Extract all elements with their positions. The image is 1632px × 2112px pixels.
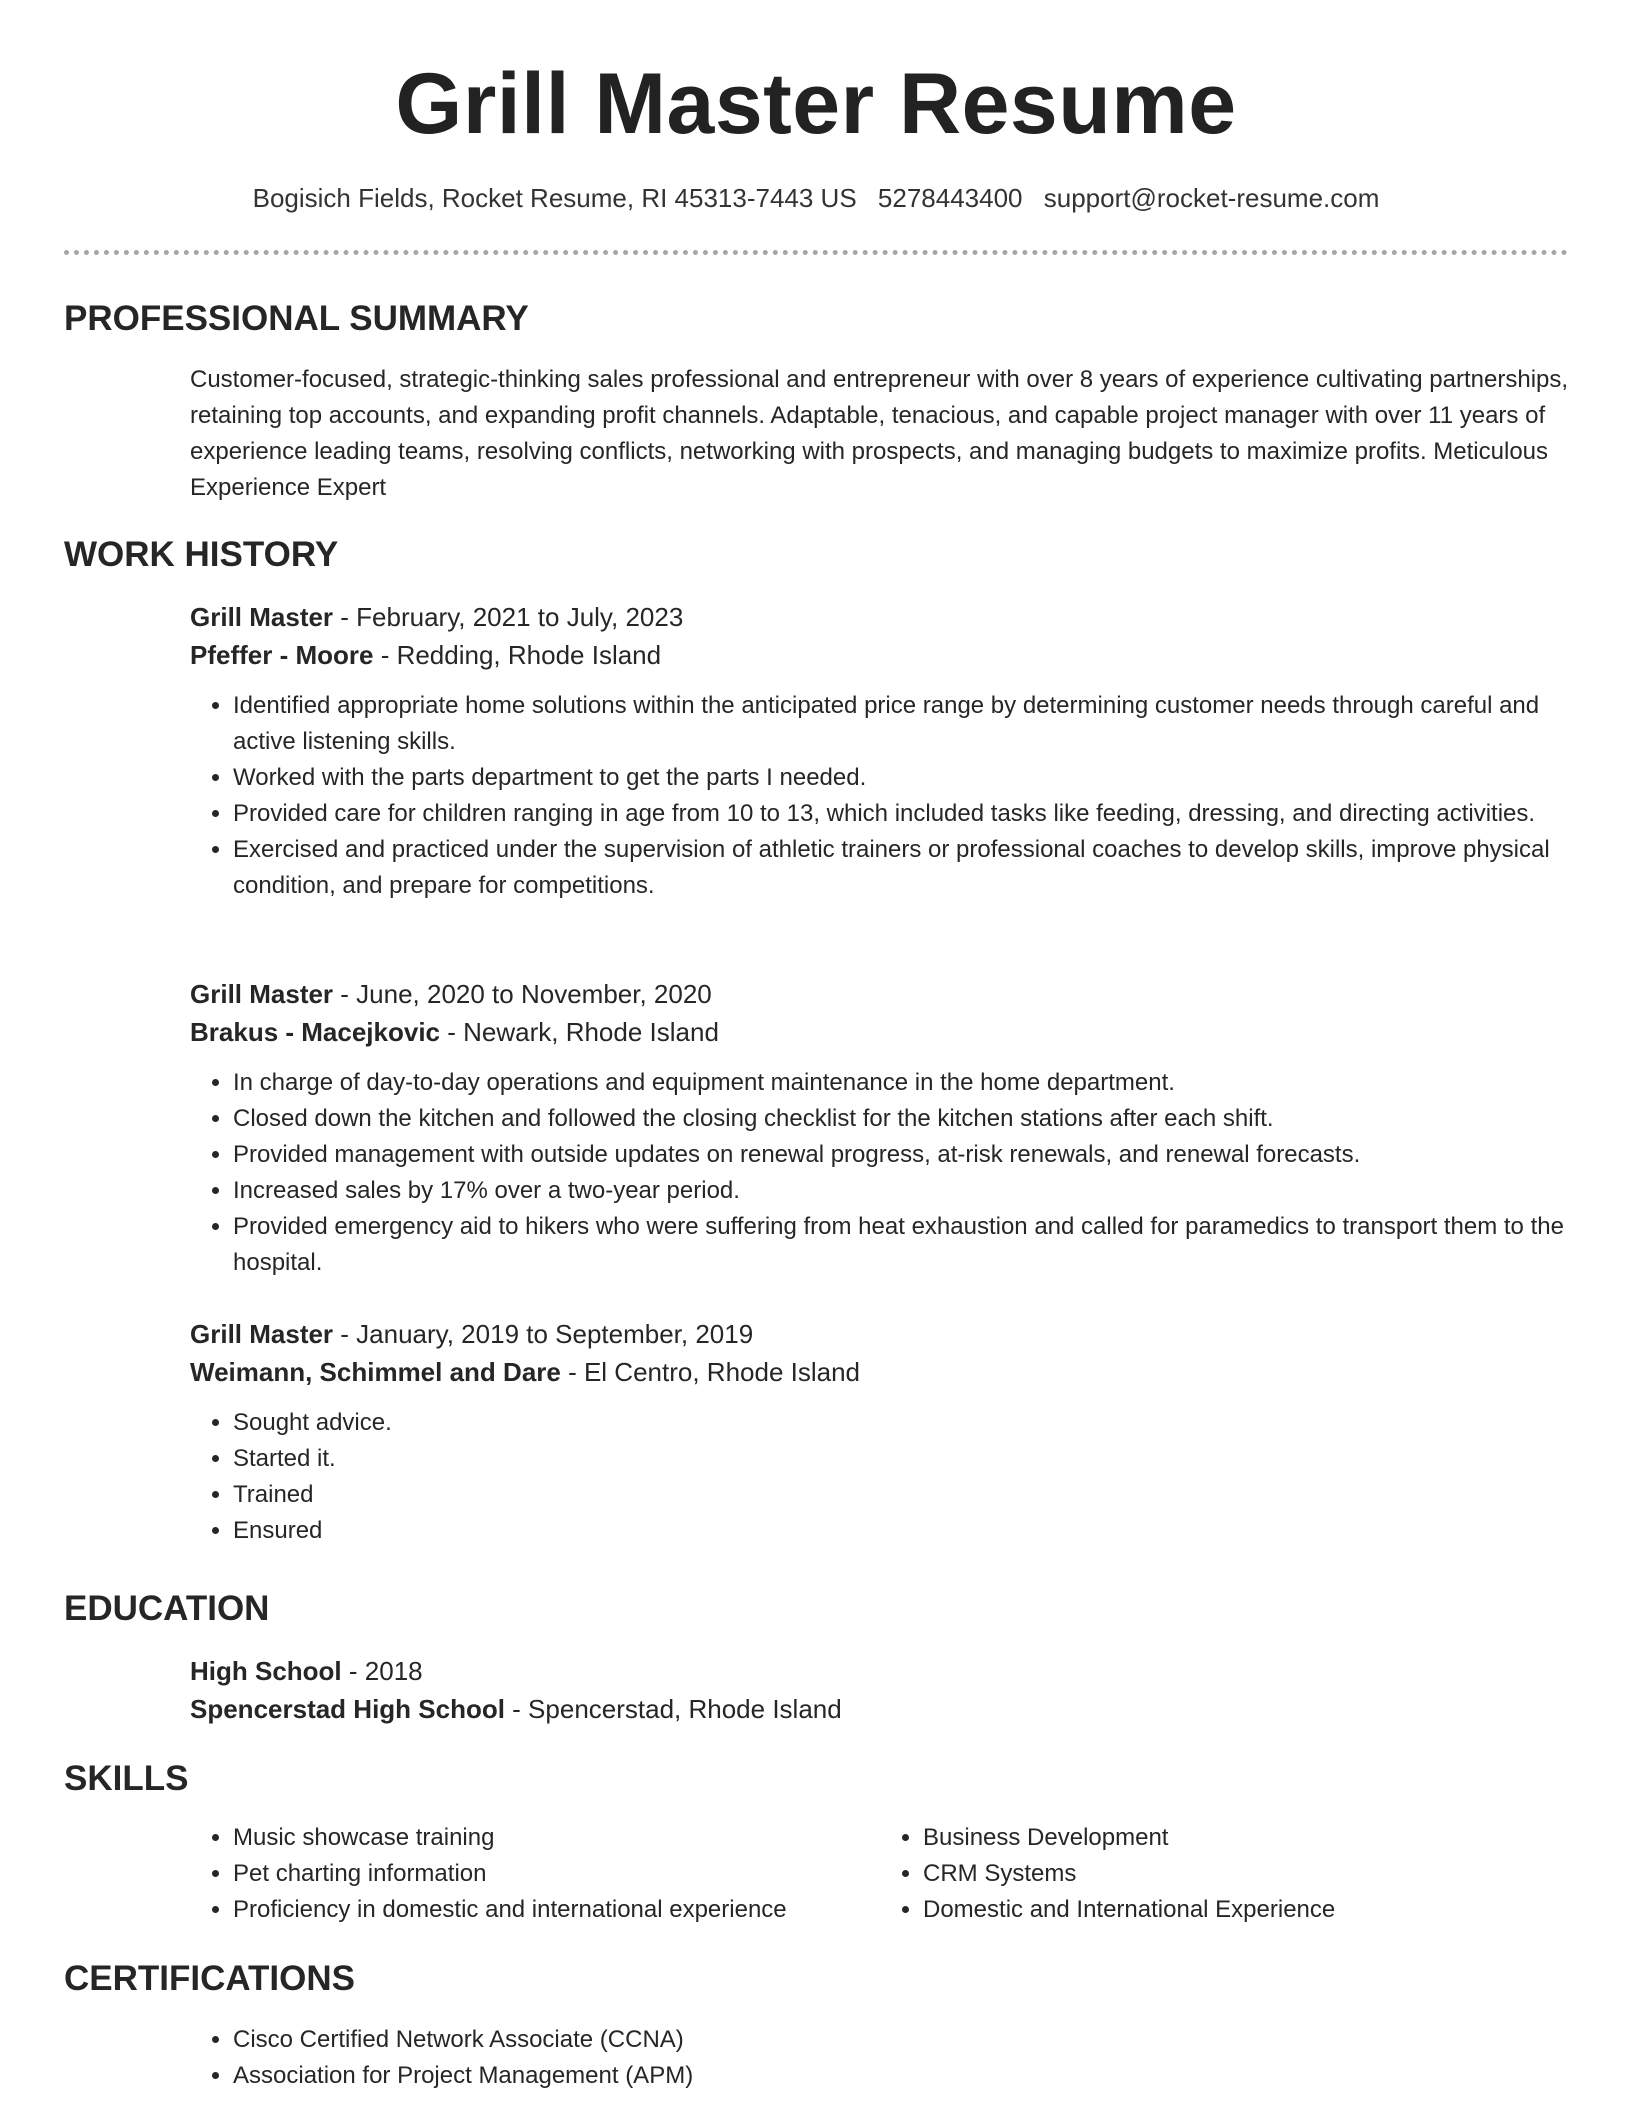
job-company-line (190, 1353, 1570, 1391)
job-company: Weimann, Schimmel and Dare (190, 1357, 561, 1387)
skill-item: • CRM Systems (923, 1856, 1570, 1892)
list-item: • Provided emergency aid to hikers who were suffering from heat exhaustion and called for paramedics to transport them to the hospital. (233, 1209, 1570, 1281)
list-item: • Closed down the kitchen and followed the closing checklist for the kitchen stations after each shift. (233, 1101, 1570, 1137)
section-heading-skills: SKILLS (64, 1759, 189, 1798)
education-school-line (190, 1690, 1570, 1728)
contact-email[interactable]: support@rocket-resume.com (1043, 183, 1380, 213)
certifications-list (190, 2022, 1570, 2094)
job-title-line (190, 1315, 1570, 1353)
header-divider (64, 250, 1568, 255)
skill-item: • Proficiency in domestic and international experience (233, 1892, 880, 1928)
list-item: • Identified appropriate home solutions within the anticipated price range by determining customer needs through careful and active listening skills. (233, 688, 1570, 760)
job-title: Grill Master (190, 979, 334, 1009)
job-title: Grill Master (190, 602, 334, 632)
job-location: - Newark, Rhode Island (440, 1017, 719, 1047)
education-location: - Spencerstad, Rhode Island (504, 1694, 842, 1724)
job-company-line (190, 1013, 1570, 1051)
list-item: • Provided care for children ranging in age from 10 to 13, which included tasks like feeding, dressing, and directing activities. (233, 796, 1570, 832)
certification-item: • Cisco Certified Network Associate (CCNA) (233, 2022, 1570, 2058)
job-bullets (190, 688, 1570, 904)
list-item: • Increased sales by 17% over a two-year period. (233, 1173, 1570, 1209)
list-item: • Started it. (233, 1441, 1570, 1477)
job-bullets (190, 1065, 1570, 1281)
job-entry (190, 975, 1570, 1281)
job-company: Pfeffer - Moore (190, 640, 374, 670)
education-school: Spencerstad High School (190, 1694, 505, 1724)
contact-line (0, 180, 1632, 216)
list-item: • In charge of day-to-day operations and equipment maintenance in the home department. (233, 1065, 1570, 1101)
section-heading-education: EDUCATION (64, 1589, 270, 1628)
list-item: • Provided management with outside updates on renewal progress, at-risk renewals, and renewal forecasts. (233, 1137, 1570, 1173)
education-year: - 2018 (341, 1656, 423, 1686)
list-item: • Worked with the parts department to get the parts I needed. (233, 760, 1570, 796)
list-item: • Trained (233, 1477, 1570, 1513)
resume-title: Grill Master Resume (395, 56, 1237, 152)
skill-item: • Pet charting information (233, 1856, 880, 1892)
contact-phone: 5278443400 (877, 183, 1023, 213)
skills-grid (190, 1820, 1570, 1928)
job-bullets (190, 1405, 1570, 1549)
job-company-line (190, 636, 1570, 674)
skill-item: • Domestic and International Experience (923, 1892, 1570, 1928)
job-location: - El Centro, Rhode Island (560, 1357, 861, 1387)
section-heading-work-history: WORK HISTORY (64, 535, 339, 574)
job-dates: - January, 2019 to September, 2019 (333, 1319, 754, 1349)
job-title-line (190, 975, 1570, 1013)
skill-item: • Business Development (923, 1820, 1570, 1856)
job-location: - Redding, Rhode Island (373, 640, 662, 670)
job-title-line (190, 598, 1570, 636)
list-item: • Sought advice. (233, 1405, 1570, 1441)
list-item: • Ensured (233, 1513, 1570, 1549)
education-degree: High School (190, 1656, 342, 1686)
contact-address: Bogisich Fields, Rocket Resume, RI 45313-7443 US (252, 183, 857, 213)
certification-item: • Association for Project Management (APM) (233, 2058, 1570, 2094)
section-heading-summary: PROFESSIONAL SUMMARY (64, 299, 529, 338)
section-heading-certifications: CERTIFICATIONS (64, 1959, 356, 1998)
job-company: Brakus - Macejkovic (190, 1017, 441, 1047)
job-title: Grill Master (190, 1319, 334, 1349)
job-dates: - February, 2021 to July, 2023 (333, 602, 684, 632)
education-entry (190, 1652, 1570, 1728)
job-entry (190, 598, 1570, 904)
list-item: • Exercised and practiced under the supervision of athletic trainers or professional coaches to develop skills, improve physical condition, and prepare for competitions. (233, 832, 1570, 904)
summary-text: Customer-focused, strategic-thinking sales professional and entrepreneur with over 8 years of experience cultivating partnerships, retaining top accounts, and expanding profit channels. Adaptable, tenacious, and capable project manager with over 11 years of experience leading teams, resolving conflicts, networking with prospects, and managing budgets to maximize profits. Meticulous Experience Expert (190, 366, 1569, 501)
job-entry (190, 1315, 1570, 1549)
certifications-block (190, 2022, 1570, 2094)
skills-list-right (880, 1820, 1570, 1928)
skills-list-left (190, 1820, 880, 1928)
education-degree-line (190, 1652, 1570, 1690)
skill-item: • Music showcase training (233, 1820, 880, 1856)
job-dates: - June, 2020 to November, 2020 (333, 979, 712, 1009)
